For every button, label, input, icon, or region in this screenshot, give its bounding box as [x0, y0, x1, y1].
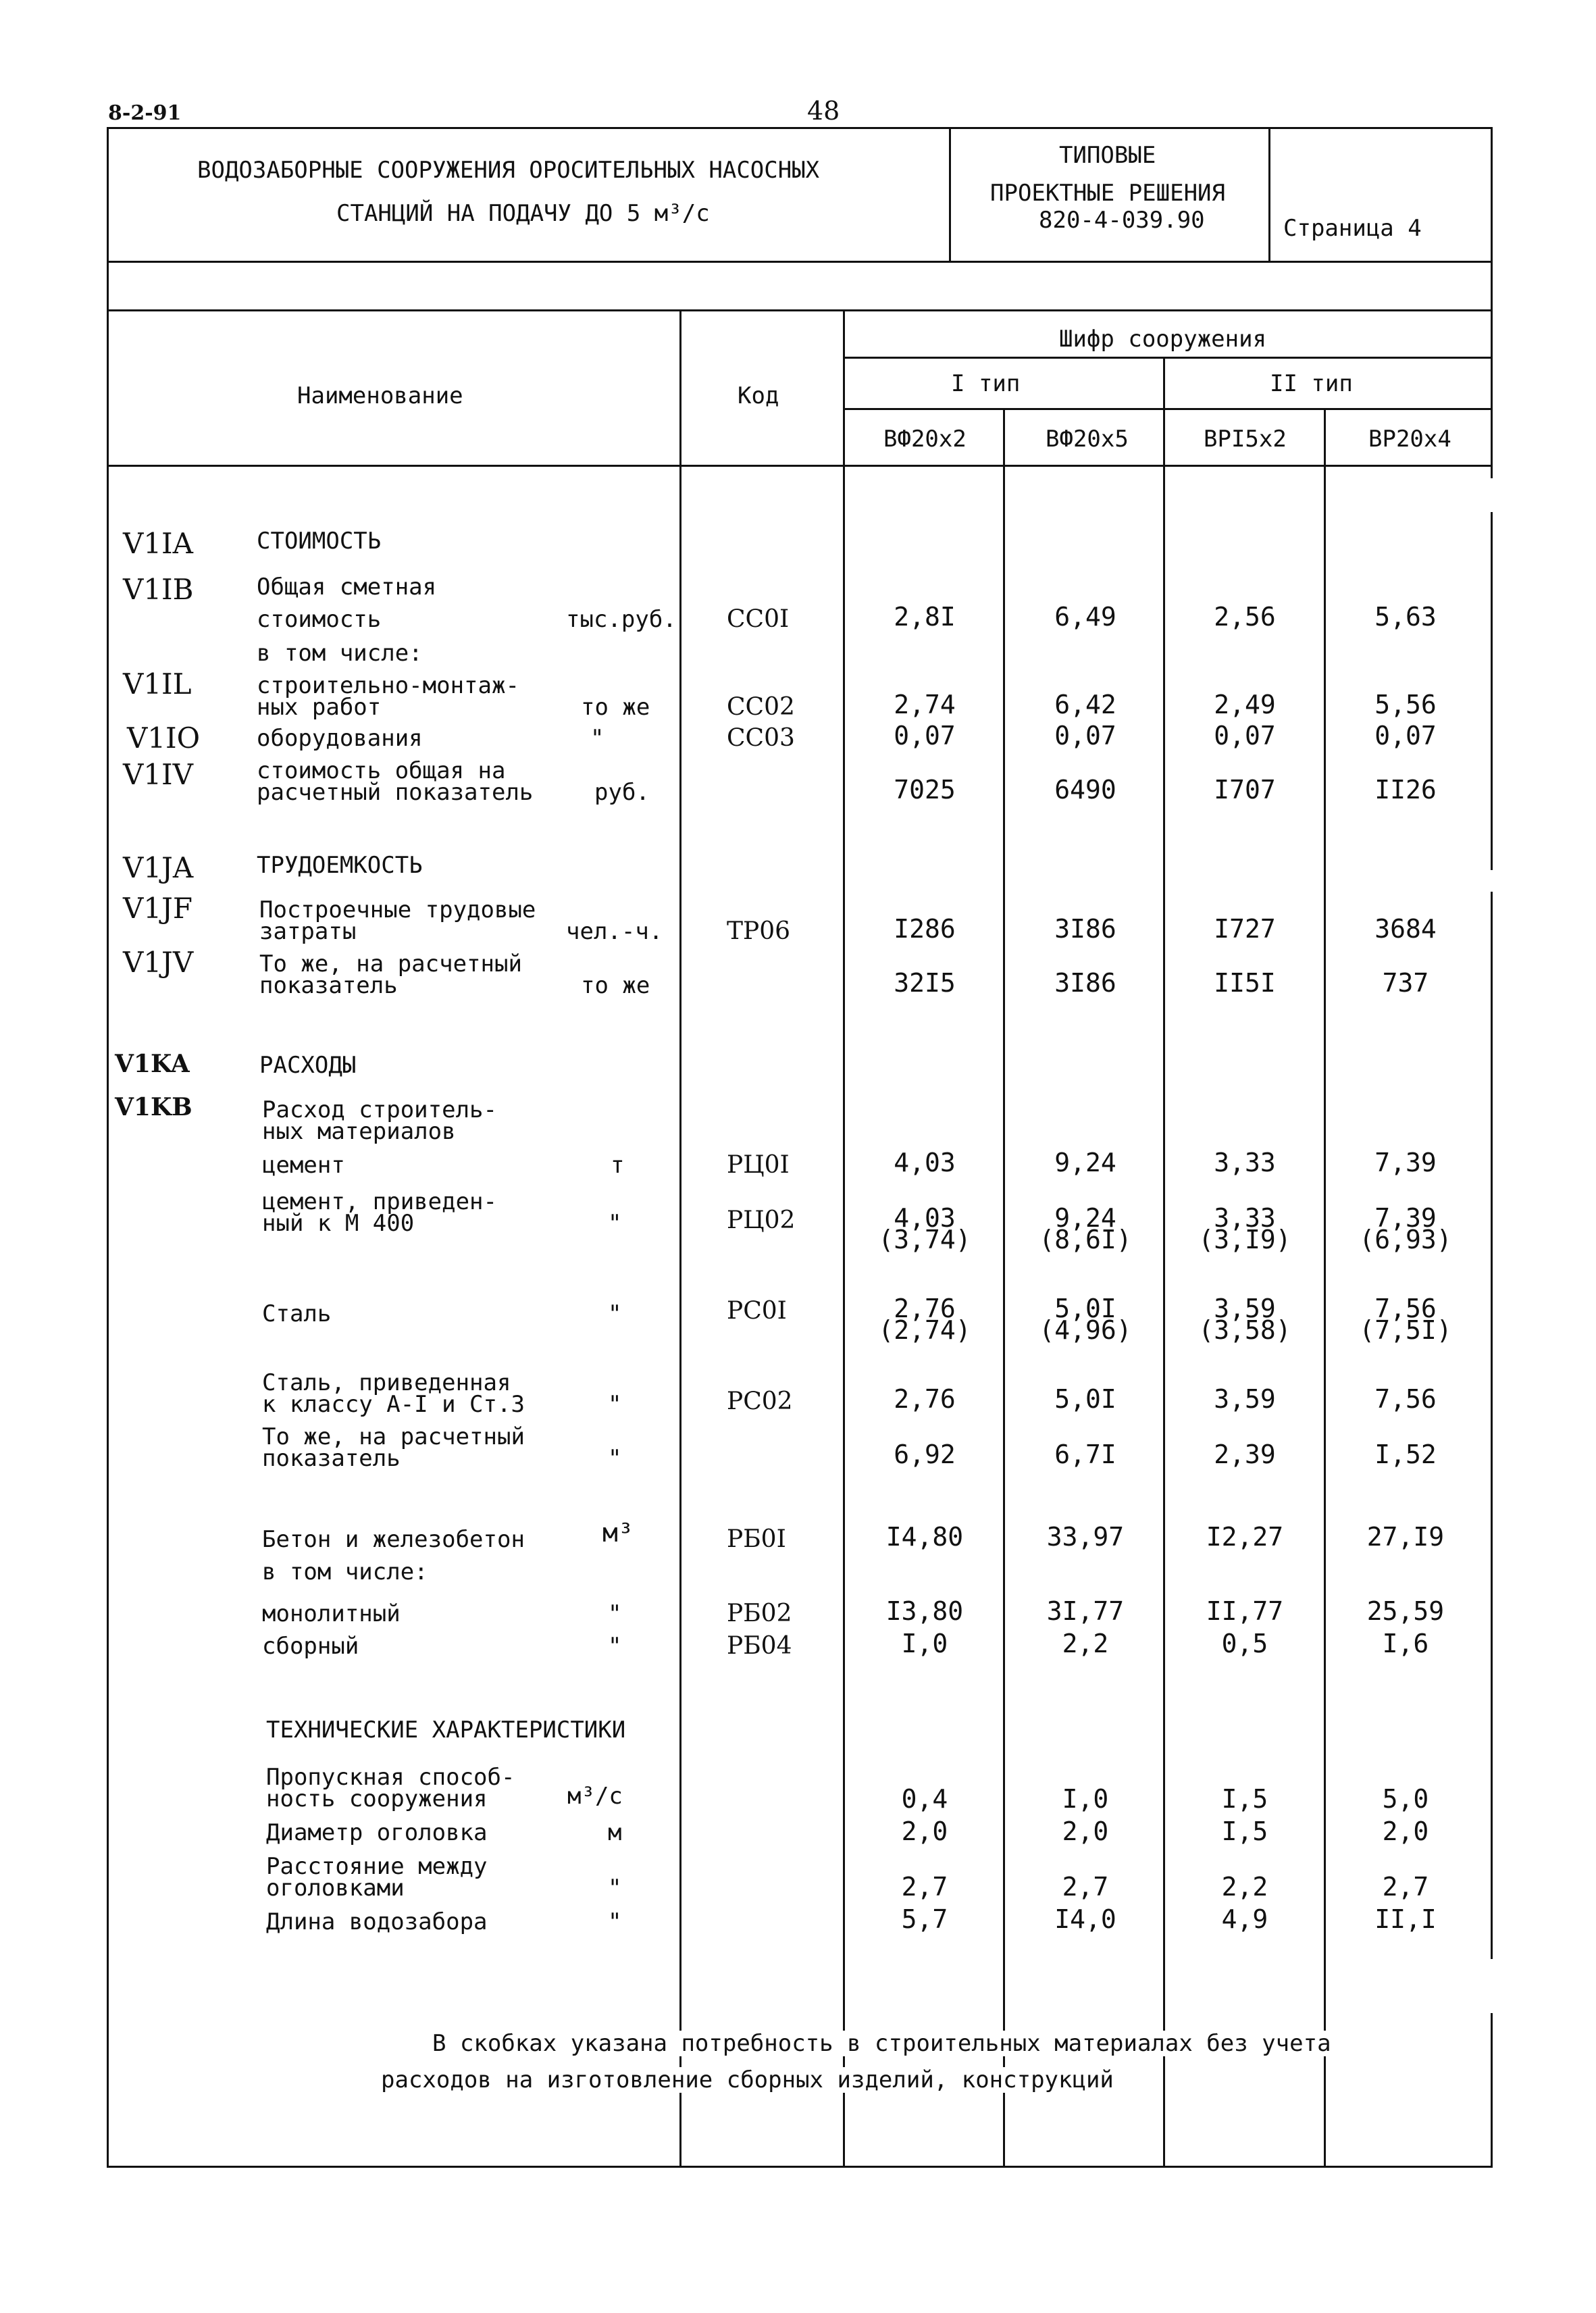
marker: V1JV: [123, 946, 194, 979]
value-cell: 0,4: [901, 1784, 948, 1814]
row-label: стоимость общая на: [257, 757, 506, 784]
value-cell: I3,80: [885, 1596, 964, 1626]
value-cell: I727: [1214, 914, 1276, 944]
row-unit: м: [608, 1819, 622, 1846]
value-cell: 3I,77: [1046, 1596, 1125, 1626]
document-id: 8-2-91: [108, 101, 182, 125]
header-top-border: [107, 127, 1493, 129]
row-label: Общая сметная: [257, 574, 437, 601]
row-code: РБ02: [727, 1600, 792, 1627]
col-divider-v4: [1324, 408, 1326, 2167]
row-label: показатель: [259, 972, 398, 999]
head-col-3: ВРI5х2: [1204, 426, 1287, 453]
head-col-4: ВР20х4: [1368, 426, 1451, 453]
marker: V1JF: [123, 892, 193, 925]
row-code: СС03: [727, 724, 795, 752]
frame-right-border-bottom: [1491, 2013, 1493, 2168]
value-cell: 6490: [1054, 775, 1116, 805]
frame-right-border-mid: [1491, 512, 1493, 870]
value-cell: 5,0I: [1054, 1294, 1116, 1323]
row-unit: руб.: [594, 779, 650, 806]
value-cell: 5,0: [1382, 1784, 1429, 1814]
value-cell: 2,56: [1214, 602, 1276, 632]
value-cell: I,52: [1374, 1440, 1437, 1469]
row-label: стоимость: [257, 606, 382, 633]
value-cell: 0,07: [1054, 721, 1116, 751]
header-page-label: Страница 4: [1283, 215, 1422, 242]
row-label: Диаметр оголовка: [266, 1819, 488, 1846]
value-cell: 2,76: [894, 1384, 956, 1414]
col-divider-code: [679, 309, 681, 2167]
marker: V1JA: [123, 851, 194, 884]
row-code: РС0I: [727, 1297, 787, 1325]
row-unit: ": [608, 1875, 622, 1902]
marker: V1IL: [123, 667, 192, 701]
value-cell: I,6: [1382, 1629, 1429, 1658]
value-cell: II26: [1374, 775, 1437, 805]
value-cell: 737: [1382, 968, 1429, 998]
row-label: цемент, приведен-: [262, 1188, 497, 1215]
frame-left-border: [107, 127, 109, 2167]
value-cell: I,0: [901, 1629, 948, 1658]
section-title-tech: ТЕХНИЧЕСКИЕ ХАРАКТЕРИСТИКИ: [266, 1717, 626, 1744]
value-cell: 2,76: [894, 1294, 956, 1323]
value-cell: 2,0: [901, 1816, 948, 1846]
row-code: СС02: [727, 693, 795, 721]
value-cell: 2,7: [901, 1872, 948, 1902]
col-divider-v1: [843, 309, 845, 2167]
value-cell-bracket: (3,I9): [1198, 1225, 1291, 1254]
value-cell: 0,5: [1221, 1629, 1268, 1658]
value-cell: 9,24: [1054, 1203, 1116, 1233]
head-name: Наименование: [297, 382, 463, 409]
row-label: ность сооружения: [266, 1785, 488, 1812]
value-cell: 3,33: [1214, 1148, 1276, 1177]
row-label: Расход строитель-: [262, 1096, 497, 1123]
value-cell: I2,27: [1206, 1522, 1284, 1552]
value-cell: 6,49: [1054, 602, 1116, 632]
section-title-cost: СТОИМОСТЬ: [257, 528, 382, 555]
footnote-line2: расходов на изготовление сборных изделий, конструкций: [378, 2067, 1116, 2093]
section-title-labor: ТРУДОЕМКОСТЬ: [257, 852, 423, 879]
value-cell: 4,03: [894, 1148, 956, 1177]
value-cell-bracket: (3,74): [878, 1225, 971, 1254]
value-cell: 6,92: [894, 1440, 956, 1469]
value-cell: 33,97: [1046, 1522, 1125, 1552]
row-label: расчетный показатель: [257, 779, 534, 806]
row-label: Расстояние между: [266, 1853, 488, 1880]
row-label: То же, на расчетный: [259, 950, 522, 977]
head-type2: II тип: [1270, 370, 1353, 397]
row-code: РБ0I: [727, 1525, 786, 1553]
marker: V1IB: [123, 573, 194, 606]
value-cell: 7,56: [1374, 1294, 1437, 1323]
frame-right-border-top: [1491, 127, 1493, 478]
row-label: к классу А-I и Ст.3: [262, 1391, 525, 1418]
frame-right-border-low: [1491, 892, 1493, 1959]
col-divider-v2: [1003, 408, 1005, 2167]
value-cell: I286: [894, 914, 956, 944]
value-cell-bracket: (2,74): [878, 1315, 971, 1345]
value-cell: 2,2: [1221, 1872, 1268, 1902]
value-cell: 2,7: [1062, 1872, 1109, 1902]
value-cell: 9,24: [1054, 1148, 1116, 1177]
row-unit: ": [608, 1445, 622, 1472]
value-cell-bracket: (6,93): [1359, 1225, 1452, 1254]
row-label: монолитный: [262, 1600, 401, 1627]
page-number: 48: [807, 96, 840, 126]
marker: V1KA: [115, 1050, 190, 1078]
row-unit: то же: [581, 694, 650, 721]
value-cell: 2,49: [1214, 690, 1276, 719]
value-cell-bracket: (3,58): [1198, 1315, 1291, 1345]
footnote-line1: В скобках указана потребность в строительных материалах без учета: [430, 2031, 1334, 2056]
value-cell: 2,0: [1062, 1816, 1109, 1846]
row-code: ТР06: [727, 917, 791, 945]
value-cell: II,77: [1206, 1596, 1284, 1626]
value-cell: 7,39: [1374, 1148, 1437, 1177]
value-cell: I4,0: [1054, 1904, 1116, 1934]
value-cell: 2,0: [1382, 1816, 1429, 1846]
row-label: оборудования: [257, 725, 423, 752]
row-unit: ": [608, 1600, 622, 1627]
row-unit: ": [608, 1908, 622, 1935]
marker: V1KB: [115, 1093, 192, 1121]
value-cell: 2,39: [1214, 1440, 1276, 1469]
value-cell: 3,59: [1214, 1384, 1276, 1414]
value-cell: 6,7I: [1054, 1440, 1116, 1469]
marker: V1IV: [123, 758, 193, 791]
row-unit: чел.-ч.: [566, 918, 663, 945]
header-divider-2: [1268, 127, 1270, 261]
head-bottom-border: [107, 465, 1493, 467]
value-cell: 5,0I: [1054, 1384, 1116, 1414]
head-col-1: ВФ20х2: [883, 426, 967, 453]
value-cell: I4,80: [885, 1522, 964, 1552]
header-type-line3: 820-4-039.90: [1039, 207, 1205, 234]
row-code: РЦ02: [727, 1206, 796, 1234]
row-unit: ": [608, 1300, 622, 1327]
row-label: ных работ: [257, 694, 382, 721]
value-cell: I,5: [1221, 1816, 1268, 1846]
head-cipher: Шифр сооружения: [1059, 326, 1267, 353]
head-line-types: [843, 408, 1493, 410]
value-cell: II,I: [1374, 1904, 1437, 1934]
value-cell: II5I: [1214, 968, 1276, 998]
value-cell: 6,42: [1054, 690, 1116, 719]
value-cell: 5,56: [1374, 690, 1437, 719]
row-unit: т: [611, 1152, 625, 1179]
value-cell: 32I5: [894, 968, 956, 998]
row-label: ных материалов: [262, 1118, 456, 1145]
value-cell: 4,9: [1221, 1904, 1268, 1934]
row-unit: ": [608, 1633, 622, 1660]
row-label: показатель: [262, 1445, 401, 1472]
value-cell: 7025: [894, 775, 956, 805]
value-cell: 0,07: [1374, 721, 1437, 751]
value-cell: 27,I9: [1366, 1522, 1445, 1552]
value-cell: 4,03: [894, 1203, 956, 1233]
value-cell: 3,33: [1214, 1203, 1276, 1233]
row-unit: м³/с: [567, 1783, 623, 1810]
row-unit: тыс.руб.: [566, 606, 677, 633]
value-cell: 0,07: [1214, 721, 1276, 751]
value-cell-bracket: (8,6I): [1039, 1225, 1132, 1254]
row-label: цемент: [262, 1152, 345, 1179]
head-code: Код: [738, 382, 779, 409]
head-type1: I тип: [951, 370, 1021, 397]
header-bottom-border: [107, 261, 1493, 263]
row-label: Пропускная способ-: [266, 1764, 515, 1791]
header-title-line2: СТАНЦИЙ НА ПОДАЧУ ДО 5 м³/с: [336, 200, 710, 227]
value-cell: 7,39: [1374, 1203, 1437, 1233]
value-cell: 3I86: [1054, 914, 1116, 944]
row-label: затраты: [259, 918, 357, 945]
value-cell: 3684: [1374, 914, 1437, 944]
row-label: в том числе:: [257, 640, 423, 667]
marker: V1IA: [123, 527, 193, 560]
row-label: Построечные трудовые: [259, 896, 536, 923]
row-unit: то же: [581, 972, 650, 999]
row-label: сборный: [262, 1633, 359, 1660]
value-cell-bracket: (4,96): [1039, 1315, 1132, 1345]
row-code: СС0I: [727, 605, 790, 633]
value-cell: I,5: [1221, 1784, 1268, 1814]
row-unit: ": [590, 725, 604, 752]
table-bottom-border: [107, 2166, 1493, 2168]
value-cell: 2,2: [1062, 1629, 1109, 1658]
value-cell: 2,8I: [894, 602, 956, 632]
col-divider-v3: [1163, 357, 1165, 2167]
section-title-expenses: РАСХОДЫ: [259, 1052, 357, 1079]
head-line-cipher: [843, 357, 1493, 359]
value-cell: 3I86: [1054, 968, 1116, 998]
value-cell: 0,07: [894, 721, 956, 751]
header-title-line1: ВОДОЗАБОРНЫЕ СООРУЖЕНИЯ ОРОСИТЕЛЬНЫХ НАСОСНЫХ: [197, 157, 820, 184]
row-label: Сталь: [262, 1300, 332, 1327]
value-cell: 5,7: [901, 1904, 948, 1934]
row-label: То же, на расчетный: [262, 1423, 525, 1450]
row-unit: ": [608, 1210, 622, 1237]
value-cell: 2,74: [894, 690, 956, 719]
value-cell-bracket: (7,5I): [1359, 1315, 1452, 1345]
value-cell: 5,63: [1374, 602, 1437, 632]
header-type-line2: ПРОЕКТНЫЕ РЕШЕНИЯ: [990, 180, 1225, 207]
value-cell: I707: [1214, 775, 1276, 805]
marker: V1IO: [127, 721, 201, 755]
row-code: РБ04: [727, 1632, 792, 1660]
row-code: РЦ0I: [727, 1151, 790, 1179]
value-cell: 2,7: [1382, 1872, 1429, 1902]
row-label: оголовками: [266, 1875, 405, 1902]
value-cell: 25,59: [1366, 1596, 1445, 1626]
row-label: ный к М 400: [262, 1210, 415, 1237]
row-unit: ": [608, 1391, 622, 1418]
value-cell: 3,59: [1214, 1294, 1276, 1323]
value-cell: I,0: [1062, 1784, 1109, 1814]
row-code: РС02: [727, 1388, 793, 1415]
row-label: строительно-монтаж-: [257, 672, 519, 699]
row-unit: м³: [602, 1518, 634, 1548]
value-cell: 7,56: [1374, 1384, 1437, 1414]
head-col-2: ВФ20х5: [1046, 426, 1129, 453]
row-label: Длина водозабора: [266, 1908, 488, 1935]
row-label: Бетон и железобетон: [262, 1526, 525, 1553]
header-divider-1: [949, 127, 951, 261]
row-label: Сталь, приведенная: [262, 1369, 511, 1396]
header-type-line1: ТИПОВЫЕ: [1059, 142, 1156, 169]
table-top-border: [107, 309, 1493, 311]
row-label: в том числе:: [262, 1558, 428, 1585]
